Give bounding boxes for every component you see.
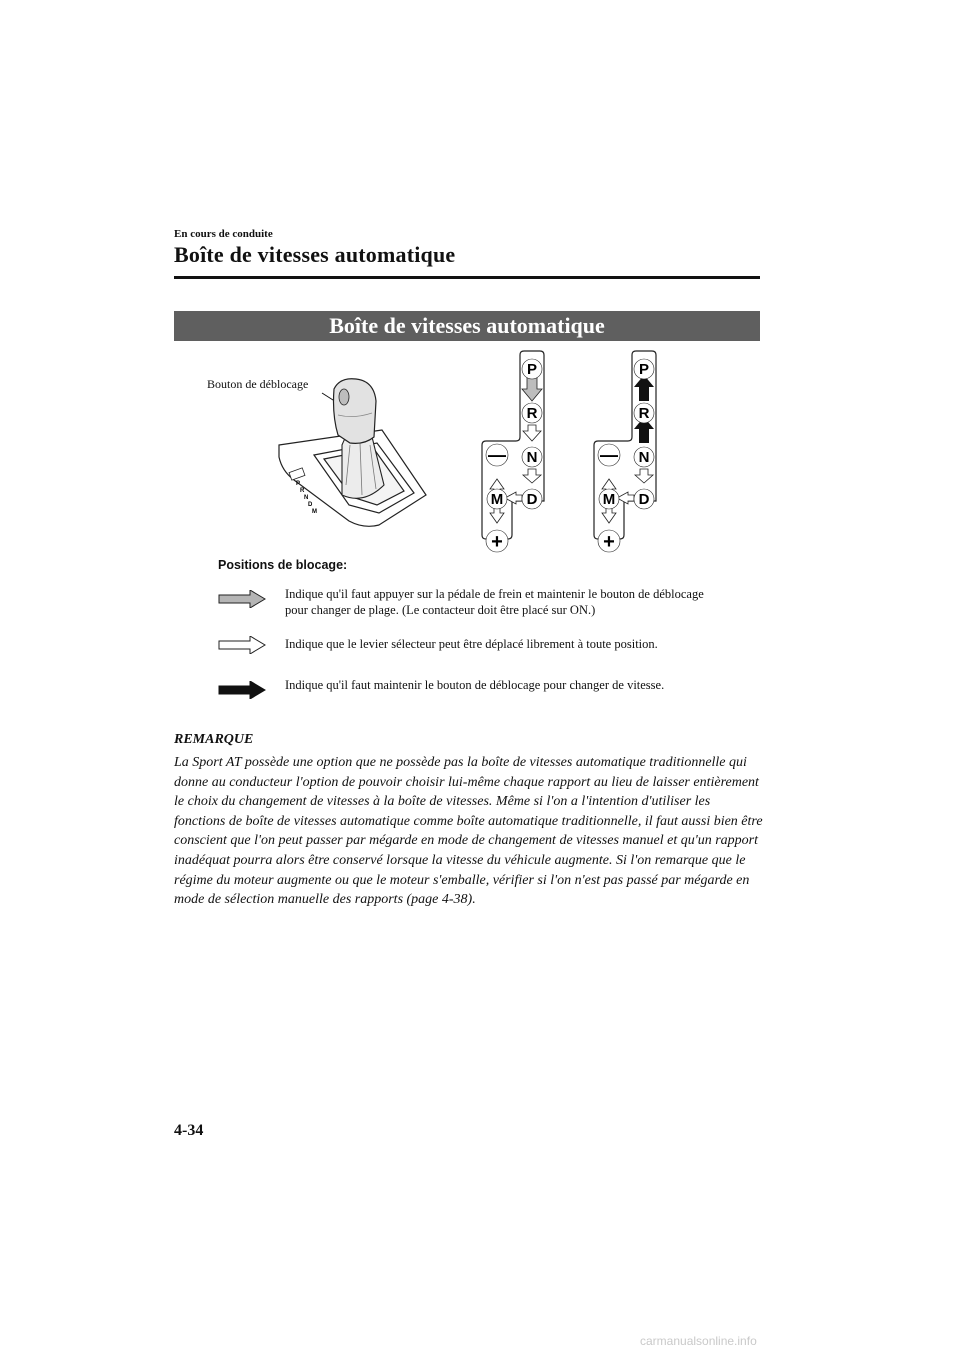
gate-diagram-release <box>482 351 544 553</box>
title-divider <box>174 276 760 279</box>
watermark: carmanualsonline.info <box>640 1334 757 1348</box>
gate-position-d: D <box>526 491 538 508</box>
note-body: La Sport AT possède une option que ne possède pas la boîte de vitesses automatique traditionnelle qui donne au conducteur l'option de pouvoir choisir lui-même chaque rapport au lieu de laisser entièrement le choix du changement de vitesses à la boîte de vitesses. Même si l'on a l'intention d'utiliser les fonctions de boîte de vitesses automatique comme boîte automatique traditionnelle, il faut aussi bien être conscient que l'on peut passer par mégarde en mode de changement de vitesses manuel et qu'un rapport inadéquat pourra alors être conservé lorsque la vitesse du véhicule augmente. Si l'on remarque que le régime du moteur augmente ou que le moteur s'emballe, vérifier si l'on n'est pas passé par mégarde en mode de sélection manuelle des rapports (page 4-38). <box>174 755 763 908</box>
gate-position-m: M <box>490 491 504 508</box>
release-button-callout: Bouton de déblocage <box>207 377 309 391</box>
gate-position-m: M <box>602 491 616 508</box>
black-arrow-icon <box>218 681 266 699</box>
gate-position-p: P <box>638 361 650 378</box>
gate-diagram-free <box>594 351 656 553</box>
legend-text-gray: Indique qu'il faut appuyer sur la pédale de frein et maintenir le bouton de déblocage pour changer de plage. (Le contacteur doit être placé sur ON.) <box>285 587 704 617</box>
note-title: REMARQUE <box>174 732 254 747</box>
gate-position-n: N <box>526 449 538 466</box>
shift-knob <box>334 379 377 444</box>
gate-position-minus: — <box>600 445 618 465</box>
gate-position-r: R <box>526 405 538 422</box>
page-number: 4-34 <box>174 1122 204 1139</box>
legend-text-black: Indique qu'il faut maintenir le bouton de déblocage pour changer de vitesse. <box>285 678 665 692</box>
lever-mark-m: M <box>312 509 317 515</box>
page-title: Boîte de vitesses automatique <box>174 242 456 267</box>
lever-mark-p: P <box>296 481 301 487</box>
section-banner: Boîte de vitesses automatique <box>174 311 760 341</box>
gate-position-d: D <box>638 491 650 508</box>
lever-mark-r: R <box>300 488 305 494</box>
legend-text-outline: Indique que le levier sélecteur peut être déplacé librement à toute position. <box>285 637 658 651</box>
gate-position-plus: + <box>603 531 615 553</box>
gate-position-n: N <box>638 449 650 466</box>
section-label: En cours de conduite <box>174 228 273 240</box>
gate-position-plus: + <box>491 531 503 553</box>
gate-position-r: R <box>638 405 650 422</box>
gate-position-minus: — <box>488 445 506 465</box>
gray-arrow-icon <box>218 590 266 608</box>
outline-arrow-icon <box>218 636 266 654</box>
legend-heading: Positions de blocage: <box>218 558 348 572</box>
release-button <box>339 389 349 405</box>
lever-mark-d: D <box>308 502 313 508</box>
gate-position-p: P <box>526 361 538 378</box>
lever-mark-n: N <box>304 495 309 501</box>
